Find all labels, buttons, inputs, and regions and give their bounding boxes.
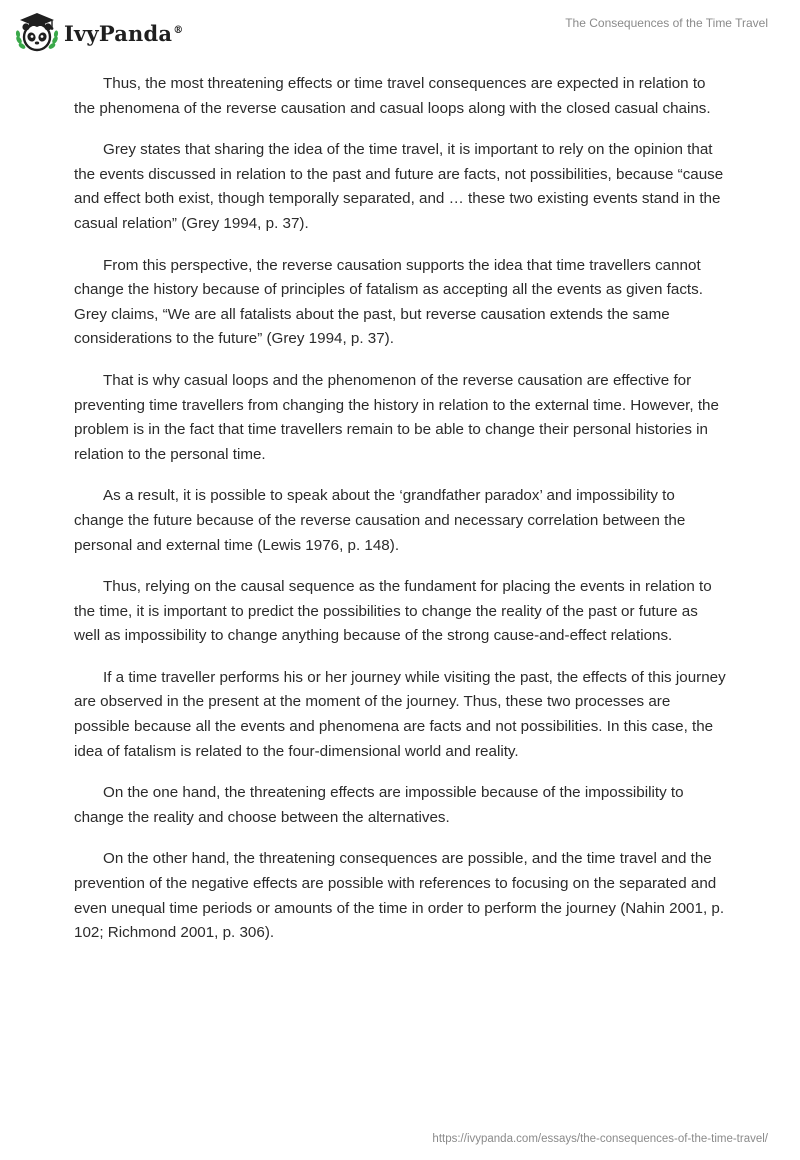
paragraph: On the one hand, the threatening effects are impossible because of the impossibility to change the reality and choose between the alternatives.	[74, 784, 684, 826]
paragraph: From this perspective, the reverse causation supports the idea that time travellers cannot change the history because of principles of fatalism as accepting all the events as given facts. Grey claims, “We are all fatalists about the past, but reverse causation extends the same considerations to the future” (Grey 1994, p. 37).	[74, 256, 703, 348]
essay-body	[74, 72, 728, 963]
page-header	[0, 0, 800, 64]
paragraph: Thus, relying on the causal sequence as the fundament for placing the events in relation to the time, it is important to predict the possibilities to change the reality of the past or future as well as impossibility to change anything because of the strong cause-and-effect relations.	[74, 578, 712, 645]
registered-mark: ®	[173, 24, 184, 36]
paragraph: As a result, it is possible to speak about the ‘grandfather paradox’ and impossibility to change the future because of the reverse causation and necessary correlation between the personal and external time (Lewis 1976, p. 148).	[74, 487, 686, 554]
paragraph: On the other hand, the threatening consequences are possible, and the time travel and the prevention of the negative effects are possible with references to focusing on the separated and even unequal time periods or amounts of the time in order to perform the journey (Nahin 2001, p. 102; Richmond 2001, p. 306).	[74, 850, 725, 942]
brand-name: IvyPanda®	[64, 20, 184, 46]
panda-graduate-icon	[14, 10, 60, 56]
paragraph: Thus, the most threatening effects or time travel consequences are expected in relation to the phenomena of the reverse causation and casual loops along with the closed casual chains.	[74, 75, 711, 117]
paragraph: Grey states that sharing the idea of the time travel, it is important to rely on the opinion that the events discussed in relation to the past and future are facts, not possibilities, because “cause and effect both exist, though temporally separated, and … these two existing events stand in the casual relation” (Grey 1994, p. 37).	[74, 141, 724, 232]
brand-logo[interactable]	[14, 10, 183, 56]
paragraph: That is why casual loops and the phenomenon of the reverse causation are effective for preventing time travellers from changing the history in relation to the external time. However, the problem is in the fact that time travellers remain to be able to change their personal histories in relation to the personal time.	[74, 371, 719, 463]
paragraph: If a time traveller performs his or her journey while visiting the past, the effects of this journey are observed in the present at the moment of the journey. Thus, these two processes are possible because all the events and phenomena are facts and not possibilities. In this case, the idea of fatalism is related to the four-dimensional world and reality.	[74, 668, 726, 760]
footer-source-link[interactable]: https://ivypanda.com/essays/the-consequences-of-the-time-travel/	[432, 1133, 768, 1145]
document-title: The Consequences of the Time Travel	[565, 16, 768, 30]
